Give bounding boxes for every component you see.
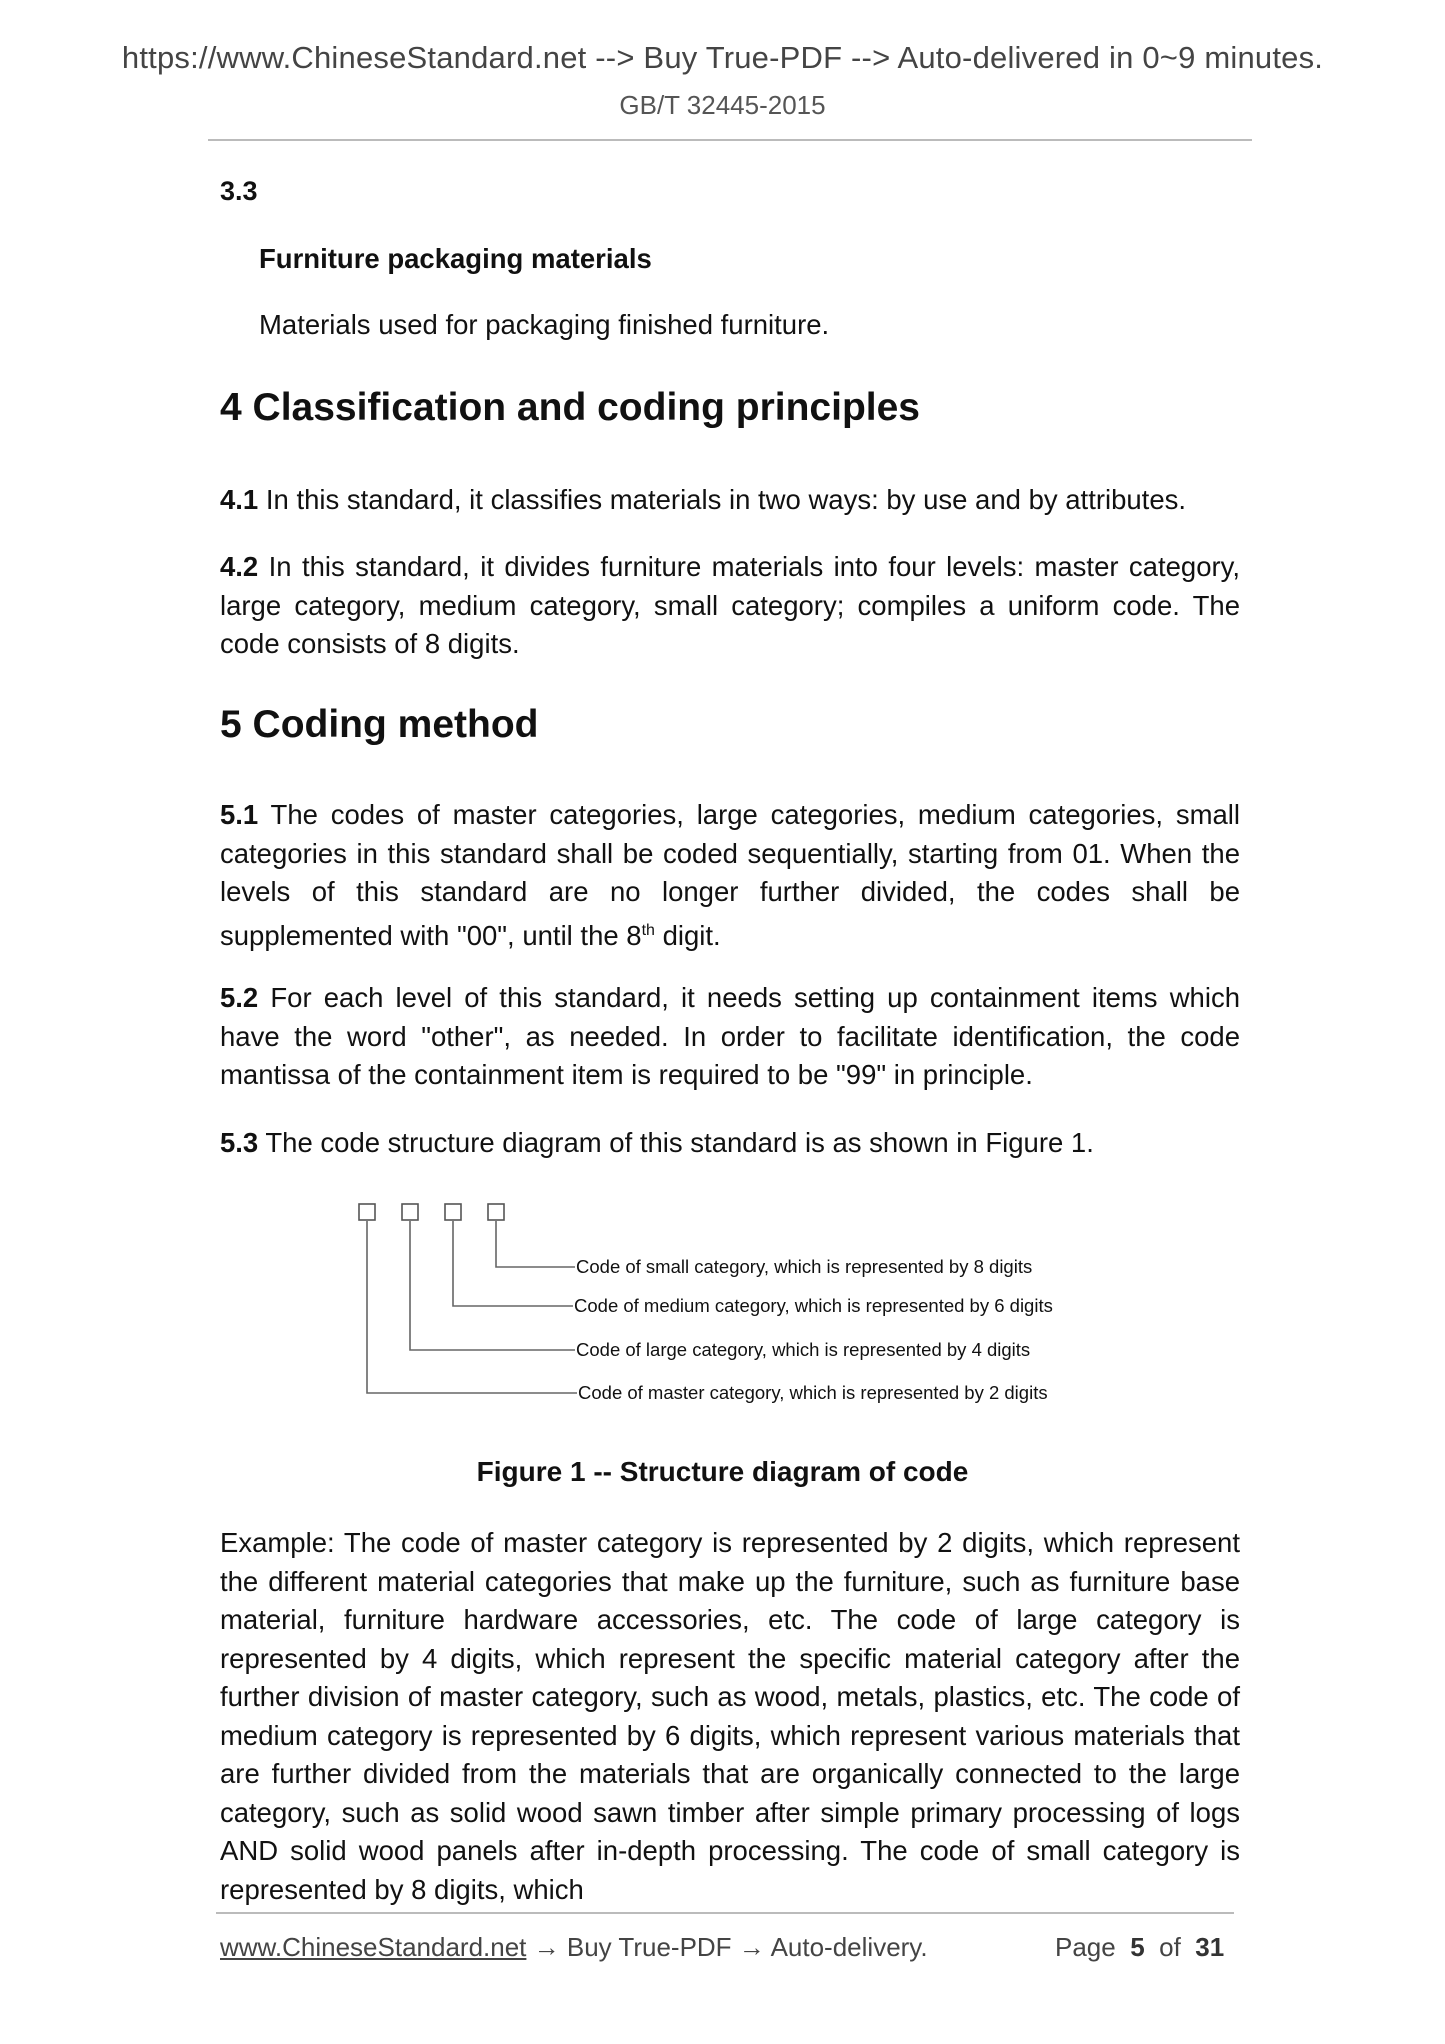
- clause-number: 3.3: [220, 176, 258, 206]
- page-indicator: [1055, 1932, 1224, 1963]
- total-pages: 31: [1195, 1932, 1225, 1962]
- paragraph-text: For each level of this standard, it needs setting up containment items which have the word "other", as needed. In order to facilitate identification, the code mantissa of the containment item is required to be "99" in principle.: [220, 982, 1240, 1090]
- label-master-category: Code of master category, which is represented by 2 digits: [578, 1382, 1048, 1403]
- paragraph-tail: digit.: [654, 919, 721, 951]
- paragraph-text: In this standard, it classifies materials in two ways: by use and by attributes.: [258, 484, 1187, 515]
- superscript: th: [641, 921, 655, 939]
- term-definition: Materials used for packaging finished furniture.: [259, 309, 830, 340]
- figure-caption: Figure 1 -- Structure diagram of code: [476, 1456, 969, 1487]
- of-word: of: [1159, 1932, 1181, 1962]
- digit-box-small: [488, 1204, 504, 1220]
- paragraph-number: 4.2: [220, 551, 259, 582]
- example-paragraph: Example: The code of master category is represented by 2 digits, which represent the different material categories that make up the furniture, such as furniture base material, furniture hardware accessories, etc. The code of large category is represented by 4 digits, which represent the specific material category after the further division of master category, such as wood, metals, plastics, etc. The code of medium category is represented by 6 digits, which represent various materials that are further divided from the materials that are organically connected to the large category, such as solid wood sawn timber after simple primary processing of logs AND solid wood panels after in-depth processing. The code of small category is represented by 8 digits, which: [220, 1527, 1240, 1905]
- section-5-heading: 5 Coding method: [220, 703, 539, 746]
- top-banner: https://www.ChineseStandard.net --> Buy True-PDF --> Auto-delivered in 0~9 minutes.: [121, 40, 1324, 75]
- paragraph-number: 4.1: [220, 484, 259, 515]
- connector-large: [410, 1221, 575, 1350]
- connector-master: [367, 1221, 577, 1393]
- paragraph-number: 5.3: [220, 1127, 259, 1158]
- page-number: 5: [1130, 1932, 1145, 1962]
- connector-medium: [453, 1221, 573, 1306]
- paragraph-number: 5.1: [220, 799, 259, 830]
- standard-code: GB/T 32445-2015: [619, 90, 826, 120]
- label-large-category: Code of large category, which is represented by 4 digits: [576, 1339, 1031, 1360]
- label-medium-category: Code of medium category, which is represented by 6 digits: [574, 1295, 1053, 1316]
- paragraph-text: The codes of master categories, large categories, medium categories, small categories in this standard shall be coded sequentially, starting from 01. When the levels of this standard are no longer further divided, the codes shall be supplemented with "00", until the 8: [220, 799, 1240, 951]
- page-word: Page: [1055, 1932, 1116, 1962]
- footer-tagline: → Buy True-PDF → Auto-delivery.: [526, 1932, 928, 1962]
- term-title: Furniture packaging materials: [259, 243, 652, 274]
- footer-divider: [216, 1912, 1234, 1914]
- footer-text: [220, 1932, 928, 1963]
- digit-box-large: [402, 1204, 418, 1220]
- section-4-heading: 4 Classification and coding principles: [220, 386, 920, 429]
- label-small-category: Code of small category, which is represented by 8 digits: [576, 1256, 1033, 1277]
- digit-box-medium: [445, 1204, 461, 1220]
- connector-small: [496, 1221, 575, 1267]
- paragraph-text: The code structure diagram of this standard is as shown in Figure 1.: [258, 1127, 1094, 1158]
- paragraph-text: In this standard, it divides furniture materials into four levels: master category, large category, medium category, small category; compiles a uniform code. The code consists of 8 digits.: [220, 551, 1240, 659]
- paragraph-number: 5.2: [220, 982, 259, 1013]
- digit-box-master: [359, 1204, 375, 1220]
- footer-site-link[interactable]: www.ChineseStandard.net: [220, 1932, 527, 1962]
